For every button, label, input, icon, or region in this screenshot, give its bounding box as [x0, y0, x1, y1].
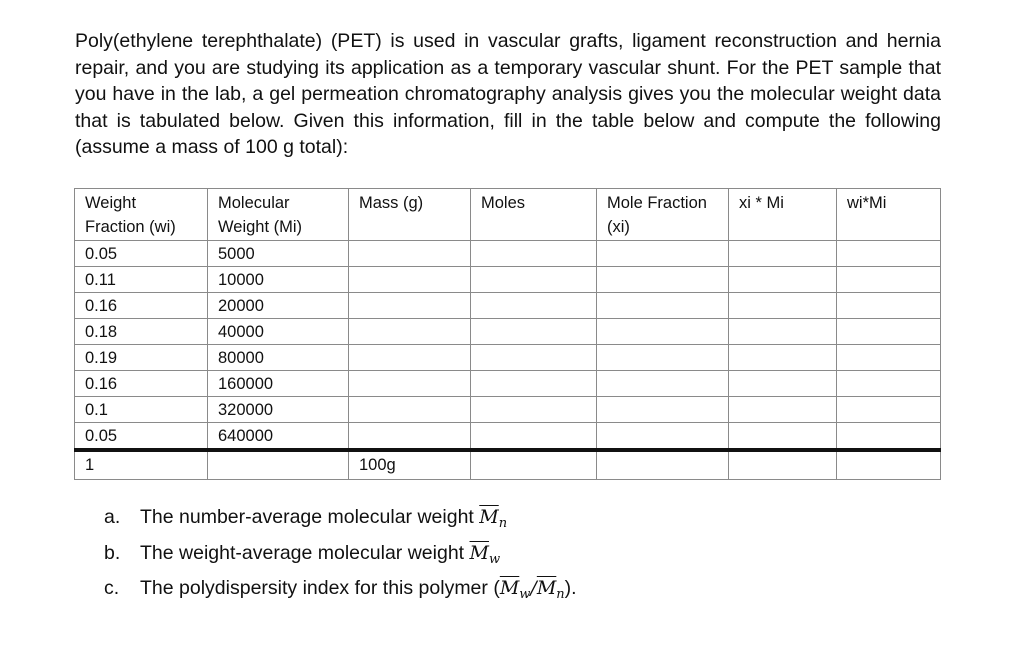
- cell-mole-fraction: [597, 293, 729, 319]
- molecular-weight-table: [74, 188, 941, 480]
- total-moles: [471, 450, 597, 480]
- cell-mass: [349, 293, 471, 319]
- mw-symbol: $\overline{M}_w$: [469, 541, 501, 567]
- cell-xi-mi: [729, 345, 837, 371]
- cell-mass: [349, 423, 471, 451]
- cell-wi-mi: [837, 345, 941, 371]
- cell-molecular-weight: 80000: [208, 345, 349, 371]
- total-mole-fraction: [597, 450, 729, 480]
- cell-molecular-weight: 640000: [208, 423, 349, 451]
- cell-weight-fraction: 0.11: [75, 267, 208, 293]
- header-moles: Moles: [471, 189, 597, 241]
- cell-weight-fraction: 0.19: [75, 345, 208, 371]
- cell-wi-mi: [837, 267, 941, 293]
- cell-xi-mi: [729, 293, 837, 319]
- mn-symbol: $\overline{M}_n$: [479, 506, 508, 531]
- question-a: [104, 503, 577, 539]
- cell-xi-mi: [729, 267, 837, 293]
- cell-moles: [471, 371, 597, 397]
- header-mole-fraction: Mole Fraction (xi): [597, 189, 729, 241]
- cell-mole-fraction: [597, 319, 729, 345]
- cell-mole-fraction: [597, 371, 729, 397]
- table-row: [75, 345, 941, 371]
- cell-wi-mi: [837, 241, 941, 267]
- header-mass: Mass (g): [349, 189, 471, 241]
- cell-weight-fraction: 0.05: [75, 423, 208, 451]
- cell-weight-fraction: 0.16: [75, 293, 208, 319]
- question-text: The polydispersity index for this polymer (: [140, 577, 500, 599]
- cell-moles: [471, 345, 597, 371]
- cell-mass: [349, 371, 471, 397]
- question-letter: c.: [104, 577, 120, 599]
- cell-moles: [471, 241, 597, 267]
- header-xi-mi: xi * Mi: [729, 189, 837, 241]
- header-molecular-weight: Molecular Weight (Mi): [208, 189, 349, 241]
- cell-weight-fraction: 0.1: [75, 397, 208, 423]
- cell-wi-mi: [837, 319, 941, 345]
- cell-weight-fraction: 0.16: [75, 371, 208, 397]
- cell-molecular-weight: 320000: [208, 397, 349, 423]
- total-weight-fraction: 1: [75, 450, 208, 480]
- total-mass: 100g: [349, 450, 471, 480]
- cell-moles: [471, 397, 597, 423]
- question-letter: a.: [104, 506, 121, 528]
- question-letter: b.: [104, 541, 121, 564]
- cell-moles: [471, 293, 597, 319]
- table-row: [75, 293, 941, 319]
- cell-wi-mi: [837, 397, 941, 423]
- cell-mole-fraction: [597, 345, 729, 371]
- cell-moles: [471, 319, 597, 345]
- table-row: [75, 319, 941, 345]
- cell-weight-fraction: 0.05: [75, 241, 208, 267]
- cell-moles: [471, 423, 597, 451]
- header-wi-mi: wi*Mi: [837, 189, 941, 241]
- header-weight-fraction: Weight Fraction (wi): [75, 189, 208, 241]
- total-wi-mi: [837, 450, 941, 480]
- table-row: [75, 241, 941, 267]
- cell-xi-mi: [729, 319, 837, 345]
- cell-wi-mi: [837, 423, 941, 451]
- cell-wi-mi: [837, 371, 941, 397]
- cell-mass: [349, 267, 471, 293]
- cell-mole-fraction: [597, 241, 729, 267]
- table-row: [75, 423, 941, 451]
- question-b: [104, 539, 577, 575]
- cell-wi-mi: [837, 293, 941, 319]
- cell-xi-mi: [729, 241, 837, 267]
- total-xi-mi: [729, 450, 837, 480]
- cell-xi-mi: [729, 423, 837, 451]
- cell-moles: [471, 267, 597, 293]
- problem-statement: Poly(ethylene terephthalate) (PET) is used in vascular grafts, ligament reconstruction and hernia repair, and you are studying its application as a temporary vascular shunt. For the PET sample that you have in the lab, a gel permeation chromatography analysis gives you the molecular weight data that is tabulated below. Given this information, fill in the table below and compute the following (assume a mass of 100 g total):: [75, 30, 941, 158]
- question-c: [104, 574, 577, 610]
- total-molecular-weight: [208, 450, 349, 480]
- pdi-ratio: $\overline{M}_w/\overline{M}_n$: [499, 577, 565, 602]
- cell-mass: [349, 397, 471, 423]
- table-row: [75, 371, 941, 397]
- cell-mass: [349, 241, 471, 267]
- cell-molecular-weight: 40000: [208, 319, 349, 345]
- cell-mole-fraction: [597, 423, 729, 451]
- cell-mass: [349, 345, 471, 371]
- question-text: The number-average molecular weight: [140, 506, 480, 528]
- cell-molecular-weight: 10000: [208, 267, 349, 293]
- question-text: The weight-average molecular weight: [140, 541, 470, 564]
- cell-mole-fraction: [597, 397, 729, 423]
- cell-molecular-weight: 5000: [208, 241, 349, 267]
- cell-mole-fraction: [597, 267, 729, 293]
- cell-xi-mi: [729, 371, 837, 397]
- total-row: [75, 450, 941, 480]
- cell-xi-mi: [729, 397, 837, 423]
- cell-molecular-weight: 20000: [208, 293, 349, 319]
- cell-weight-fraction: 0.18: [75, 319, 208, 345]
- table-row: [75, 397, 941, 423]
- table-row: [75, 267, 941, 293]
- table-header-row: [75, 189, 941, 241]
- cell-molecular-weight: 160000: [208, 371, 349, 397]
- cell-mass: [349, 319, 471, 345]
- question-suffix: ).: [564, 577, 577, 599]
- question-list: [104, 503, 577, 610]
